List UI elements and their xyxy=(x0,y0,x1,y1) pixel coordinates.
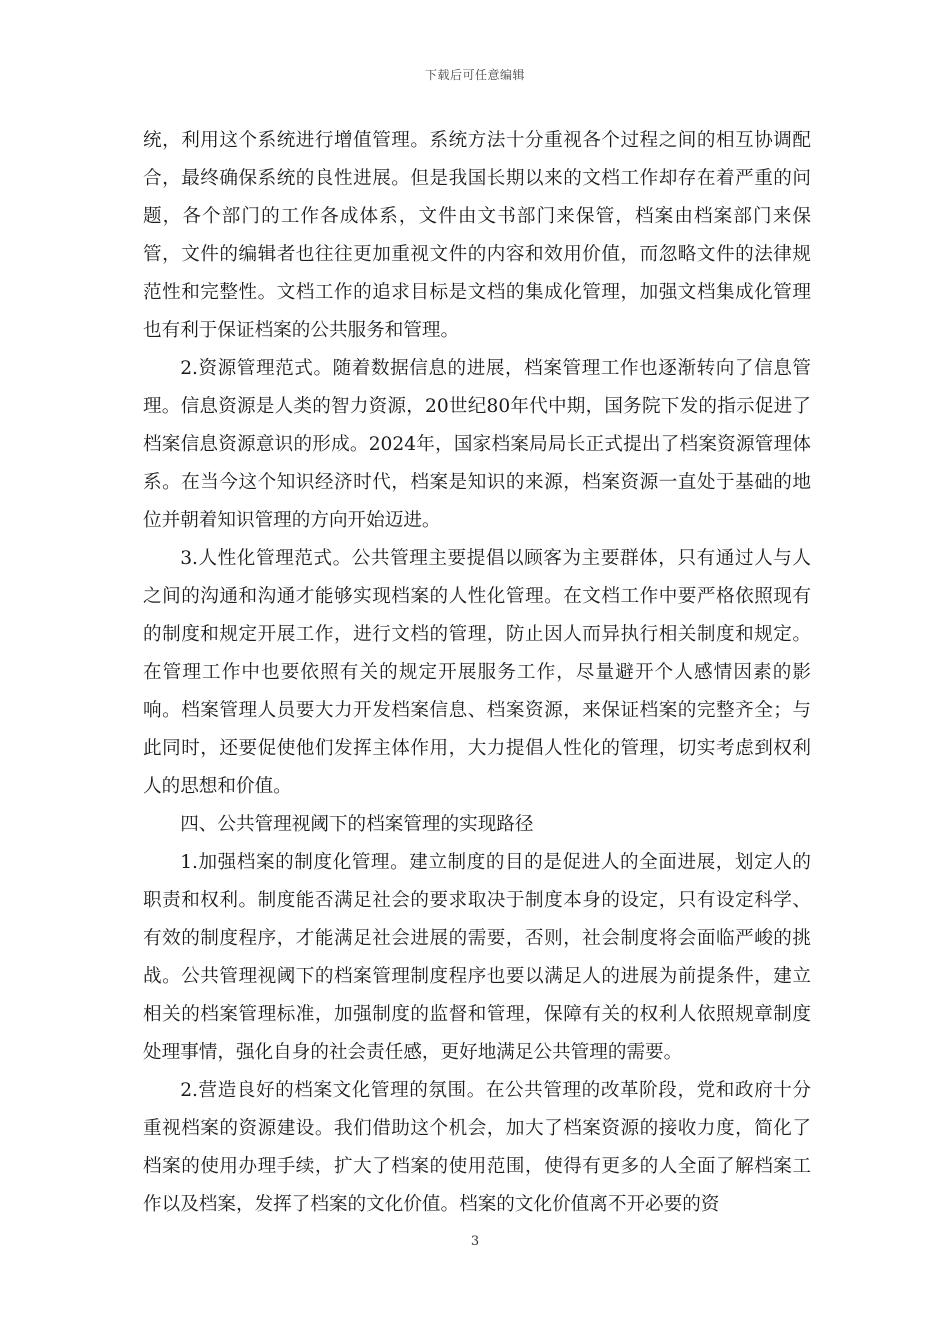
document-body xyxy=(143,122,811,1224)
paragraph-institutional-management: 1.加强档案的制度化管理。建立制度的目的是促进人的全面进展，划定人的职责和权利。制度能否满足社会的要求取决于制度本身的设定，只有设定科学、有效的制度程序，才能满足社会进展的需要，否则，社会制度将会面临严峻的挑战。公共管理视阈下的档案管理制度程序也要以满足人的进展为前提条件，建立相关的档案管理标准，加强制度的监督和管理，保障有关的权利人依照规章制度处理事情，强化自身的社会责任感，更好地满足公共管理的需要。 xyxy=(143,852,811,1063)
section-heading: 四、公共管理视阈下的档案管理的实现路径 xyxy=(180,814,534,835)
paragraph-resource-management: 2.资源管理范式。随着数据信息的进展，档案管理工作也逐渐转向了信息管理。信息资源是人类的智力资源，20世纪80年代中期，国务院下发的指示促进了档案信息资源意识的形成。2024年，国家档案局局长正式提出了档案资源管理体系。在当今这个知识经济时代，档案是知识的来源，档案资源一直处于基础的地位并朝着知识管理的方向开始迈进。 xyxy=(143,358,811,531)
paragraph-humanized-management: 3.人性化管理范式。公共管理主要提倡以顾客为主要群体，只有通过人与人之间的沟通和沟通才能够实现档案的人性化管理。在文档工作中要严格依照现有的制度和规定开展工作，进行文档的管理，防止因人而异执行相关制度和规定。在管理工作中也要依照有关的规定开展服务工作，尽量避开个人感情因素的影响。档案管理人员要大力开发档案信息、档案资源，来保证档案的完整齐全；与此同时，还要促使他们发挥主体作用，大力提倡人性化的管理，切实考虑到权利人的思想和价值。 xyxy=(143,548,811,797)
paragraph-continuation: 统，利用这个系统进行增值管理。系统方法十分重视各个过程之间的相互协调配合，最终确保系统的良性进展。但是我国长期以来的文档工作却存在着严重的问题，各个部门的工作各成体系，文件由文书部门来保管，档案由档案部门来保管，文件的编辑者也往往更加重视文件的内容和效用价值，而忽略文件的法律规范性和完整性。文档工作的追求目标是文档的集成化管理，加强文档集成化管理也有利于保证档案的公共服务和管理。 xyxy=(143,130,811,341)
page-number: 3 xyxy=(470,1234,480,1249)
page-header: 下载后可任意编辑 xyxy=(424,68,525,82)
paragraph-cultural-atmosphere: 2.营造良好的档案文化管理的氛围。在公共管理的改革阶段，党和政府十分重视档案的资源建设。我们借助这个机会，加大了档案资源的接收力度，简化了档案的使用办理手续，扩大了档案的使用范围，使得有更多的人全面了解档案工作以及档案，发挥了档案的文化价值。档案的文化价值离不开必要的资 xyxy=(143,1080,811,1215)
